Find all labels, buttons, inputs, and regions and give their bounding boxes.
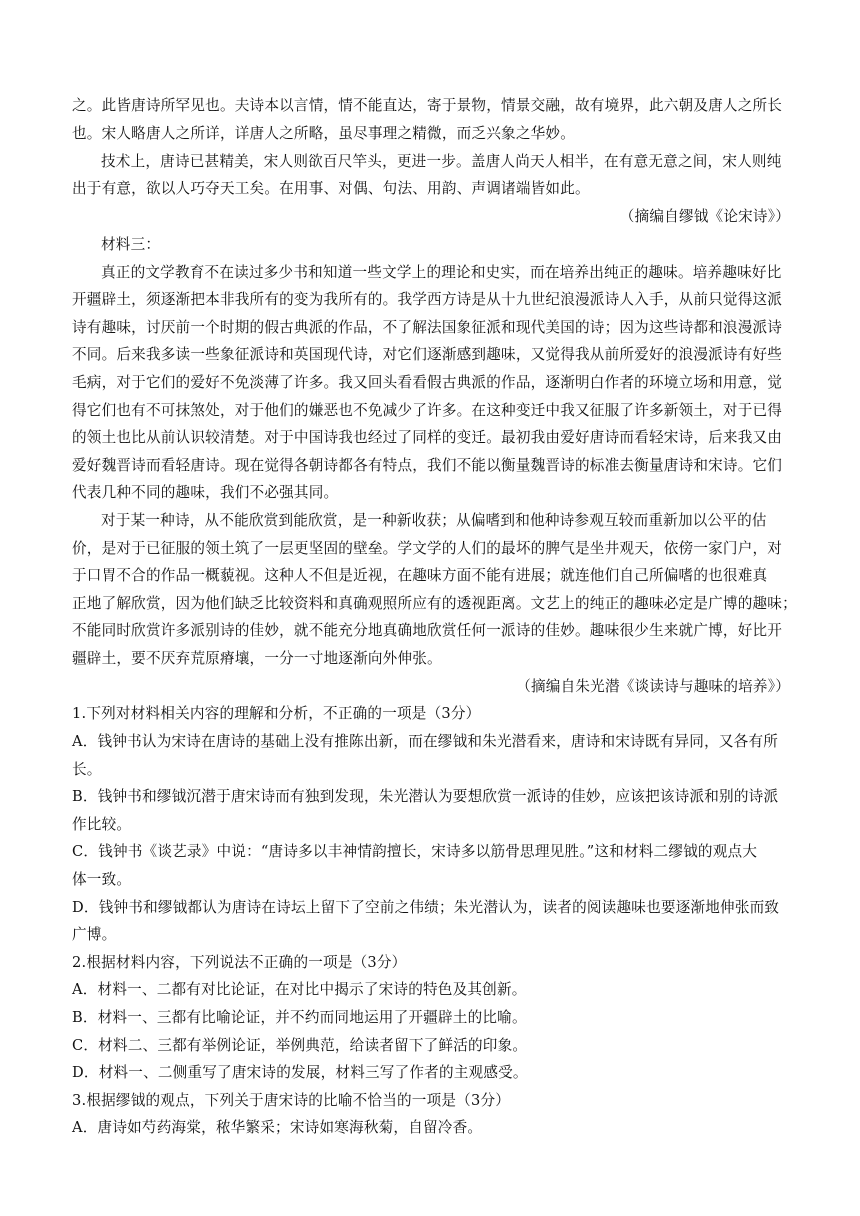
text-line: 爱好魏晋诗而看轻唐诗。现在觉得各朝诗都各有特点，我们不能以衡量魏晋诗的标准去衡量唐诗和宋诗。它们 xyxy=(72,457,783,474)
answer-option: 体一致。 xyxy=(72,871,132,888)
question-stem: 3.根据缪钺的观点，下列关于唐宋诗的比喻不恰当的一项是（3分） xyxy=(72,1092,511,1109)
answer-option: 作比较。 xyxy=(72,816,132,833)
text-line: 技术上，唐诗已甚精美，宋人则欲百尺竿头，更进一步。盖唐人尚天人相半，在有意无意之间，宋人则纯 xyxy=(101,153,782,170)
text-line: 之。此皆唐诗所罕见也。夫诗本以言情，情不能直达，寄于景物，情景交融，故有境界，此六朝及唐人之所长 xyxy=(72,97,783,114)
text-line: 于口胃不合的作品一概藐视。这种人不但是近视，在趣味方面不能有进展；就连他们自己所偏嗜的也很难真 xyxy=(72,567,768,584)
text-line: 的领土也比从前认识较清楚。对于中国诗我也经过了同样的变迁。最初我由爱好唐诗而看轻宋诗，后来我又由 xyxy=(72,429,783,446)
answer-option: D．材料一、二侧重写了唐宋诗的发展，材料三写了作者的主观感受。 xyxy=(72,1064,528,1081)
text-line: 价，是对于已征服的领土筑了一层更坚固的壁垒。学文学的人们的最坏的脾气是坐井观天，依傍一家门户，对 xyxy=(72,540,783,557)
answer-option: 广博。 xyxy=(72,926,117,943)
answer-option: A．钱钟书认为宋诗在唐诗的基础上没有推陈出新，而在缪钺和朱光潜看来，唐诗和宋诗既有异同，又各有所 xyxy=(72,733,779,750)
text-line: 疆辟土，要不厌弃荒原瘠壤，一分一寸地逐渐向外伸张。 xyxy=(72,650,442,667)
answer-option: C．钱钟书《谈艺录》中说：“唐诗多以丰神情韵擅长，宋诗多以筋骨思理见胜。”这和材料二缪钺的观点大 xyxy=(72,843,758,860)
text-line: 开疆辟土，须逐渐把本非我所有的变为我所有的。我学西方诗是从十九世纪浪漫派诗人入手，从前只觉得这派 xyxy=(72,291,783,308)
text-line: 真正的文学教育不在读过多少书和知道一些文学上的理论和史实，而在培养出纯正的趣味。培养趣味好比 xyxy=(101,264,782,281)
answer-option: A．材料一、二都有对比论证，在对比中揭示了宋诗的特色及其创新。 xyxy=(72,981,527,998)
question-stem: 1.下列对材料相关内容的理解和分析，不正确的一项是（3分） xyxy=(72,705,481,722)
text-line: 不同。后来我多读一些象征派诗和英国现代诗，对它们逐渐感到趣味，又觉得我从前所爱好的浪漫派诗有好些 xyxy=(72,346,783,363)
question-stem: 2.根据材料内容，下列说法不正确的一项是（3分） xyxy=(72,954,407,971)
text-line: 不能同时欣赏许多派别诗的佳妙，就不能充分地真确地欣赏任何一派诗的佳妙。趣味很少生来就广博，好比开 xyxy=(72,622,783,639)
text-line: 毛病，对于它们的爱好不免淡薄了许多。我又回头看看假古典派的作品，逐渐明白作者的环境立场和用意，觉 xyxy=(72,374,783,391)
text-line: 对于某一种诗，从不能欣赏到能欣赏，是一种新收获；从偏嗜到和他种诗参观互较而重新加以公平的估 xyxy=(101,512,767,529)
answer-option: A．唐诗如芍药海棠，秾华繁采；宋诗如寒海秋菊，自留冷香。 xyxy=(72,1119,483,1136)
text-line: 诗有趣味，讨厌前一个时期的假古典派的作品，不了解法国象征派和现代美国的诗；因为这些诗都和浪漫派诗 xyxy=(72,319,783,336)
answer-option: D．钱钟书和缪钺都认为唐诗在诗坛上留下了空前之伟绩；朱光潜认为，读者的阅读趣味也要逐渐地伸张而致 xyxy=(72,899,780,916)
text-line: 代表几种不同的趣味，我们不必强其同。 xyxy=(72,484,339,501)
answer-option: B．材料一、三都有比喻论证，并不约而同地运用了开疆辟土的比喻。 xyxy=(72,1009,527,1026)
answer-option: 长。 xyxy=(72,761,102,778)
answer-option: B．钱钟书和缪钺沉潜于唐宋诗而有独到发现，朱光潜认为要想欣赏一派诗的佳妙，应该把该诗派和别的诗派 xyxy=(72,788,779,805)
text-line: 得它们也有不可抹煞处，对于他们的嫌恶也不免减少了许多。在这种变迁中我又征服了许多新领土，对于已得 xyxy=(72,402,783,419)
section-heading: 材料三： xyxy=(101,236,161,253)
text-line: 正地了解欣赏，因为他们缺乏比较资料和真确观照所应有的透视距离。文艺上的纯正的趣味必定是广博的趣味； xyxy=(72,595,797,612)
source-citation: （摘编自朱光潜《谈读诗与趣味的培养》） xyxy=(516,678,790,695)
text-line: 出于有意，欲以人巧夺天工矣。在用事、对偶、句法、用韵、声调诸端皆如此。 xyxy=(72,180,590,197)
text-line: 也。宋人略唐人之所详，详唐人之所略，虽尽事理之精微，而乏兴象之华妙。 xyxy=(72,125,575,142)
answer-option: C．材料二、三都有举例论证，举例典范，给读者留下了鲜活的印象。 xyxy=(72,1037,528,1054)
source-citation: （摘编自缪钺《论宋诗》） xyxy=(619,208,790,225)
